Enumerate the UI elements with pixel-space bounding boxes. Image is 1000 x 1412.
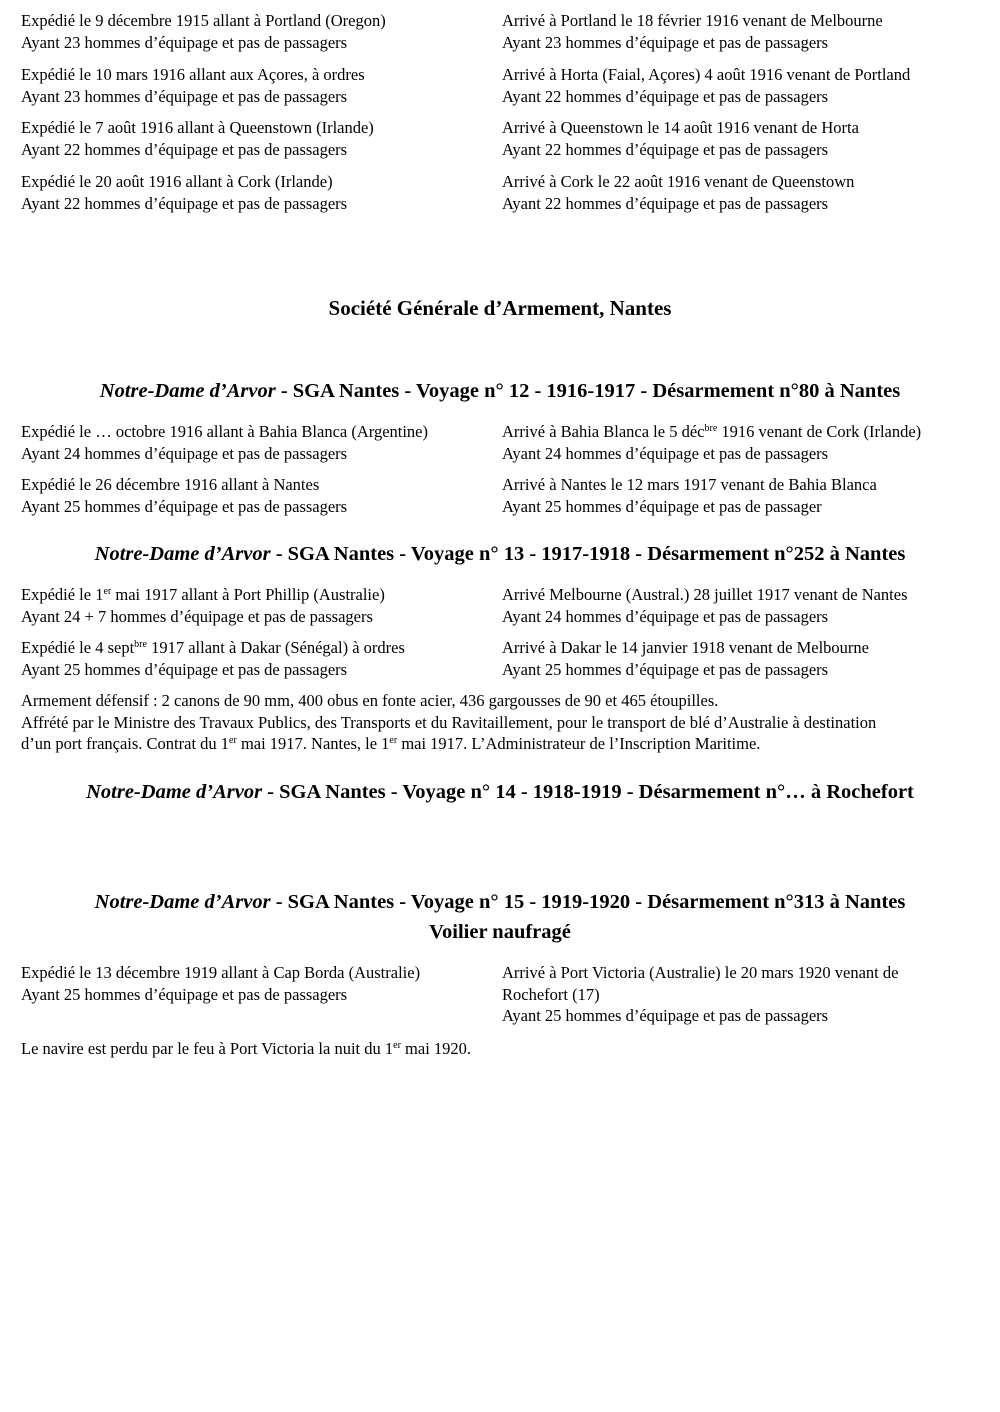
note-line: d’un port français. Contrat du 1er mai 1917. Nantes, le 1er mai 1917. L’Administrateur de l’Inscription Maritime. [21, 734, 761, 753]
entry-line: Arrivé Melbourne (Austral.) 28 juillet 1917 venant de Nantes [502, 585, 908, 604]
entry-line: Rochefort (17) [502, 984, 600, 1004]
voyage-15-heading [0, 889, 1000, 915]
ship-name: Notre-Dame d’Arvor [86, 781, 263, 803]
departure-entry [21, 474, 502, 517]
entry-line: Expédié le 9 décembre 1915 allant à Portland (Oregon) [21, 11, 386, 30]
entry-line: Ayant 23 hommes d’équipage et pas de passagers [21, 32, 348, 52]
entry-line: Expédié le … octobre 1916 allant à Bahia Blanca (Argentine) [21, 422, 429, 441]
entry-line: Ayant 25 hommes d’équipage et pas de passagers [21, 496, 348, 516]
entry-pair [21, 10, 983, 53]
ship-name: Notre-Dame d’Arvor [94, 543, 271, 565]
departure-entry [21, 117, 502, 160]
arrival-entry [502, 171, 983, 214]
entry-line: Expédié le 10 mars 1916 allant aux Açores, à ordres [21, 65, 365, 84]
arrival-entry [502, 64, 983, 107]
departure-entry [21, 584, 502, 627]
company-title: Société Générale d’Armement, Nantes [328, 296, 672, 320]
voyage-13-heading [0, 541, 1000, 567]
entry-line: Arrivé à Port Victoria (Australie) le 20 mars 1920 venant de [502, 963, 899, 982]
ship-name: Notre-Dame d’Arvor [94, 891, 271, 913]
departure-entry [21, 421, 502, 464]
entry-line: Arrivé à Dakar le 14 janvier 1918 venant de Melbourne [502, 638, 869, 657]
entry-line: Expédié le 26 décembre 1916 allant à Nantes [21, 475, 320, 494]
entry-line: Expédié le 7 août 1916 allant à Queenstown (Irlande) [21, 118, 374, 137]
entry-line: Expédié le 20 août 1916 allant à Cork (Irlande) [21, 172, 333, 191]
departure-entry [21, 64, 502, 107]
entry-line: Arrivé à Portland le 18 février 1916 venant de Melbourne [502, 11, 883, 30]
arrival-entry [502, 421, 983, 464]
entry-pair [21, 637, 983, 680]
entry-pair [21, 421, 983, 464]
voyage-12-heading [0, 378, 1000, 404]
entry-line: Ayant 24 + 7 hommes d’équipage et pas de passagers [21, 606, 373, 626]
entry-pair [21, 584, 983, 627]
arrival-entry [502, 117, 983, 160]
entry-line: Arrivé à Cork le 22 août 1916 venant de Queenstown [502, 172, 855, 191]
entry-line: Ayant 24 hommes d’équipage et pas de passagers [502, 606, 829, 626]
arrival-entry [502, 584, 983, 627]
arrival-entry [502, 962, 983, 1027]
voyage-details: - SGA Nantes - Voyage n° 14 - 1918-1919 - Désarmement n°… à Rochefort [262, 781, 914, 803]
entry-line: Ayant 25 hommes d’équipage et pas de passagers [502, 659, 829, 679]
entry-line: Ayant 22 hommes d’équipage et pas de passagers [502, 139, 829, 159]
entry-line: Ayant 25 hommes d’équipage et pas de passager [502, 496, 822, 516]
voyage-15-subtitle: Voilier naufragé [429, 921, 571, 943]
voyage-14-heading [0, 779, 1000, 805]
departure-entry [21, 962, 502, 1027]
arrival-entry [502, 10, 983, 53]
entry-line: Arrivé à Bahia Blanca le 5 déc$^{bre}$ 1916 venant de Cork (Irlande) [502, 422, 922, 441]
entry-line: Ayant 22 hommes d’équipage et pas de passagers [21, 193, 348, 213]
note-line: Le navire est perdu par le feu à Port Victoria la nuit du 1er mai 1920. [21, 1039, 472, 1058]
entry-pair [21, 64, 983, 107]
entry-pair [21, 117, 983, 160]
arrival-entry [502, 637, 983, 680]
entry-line: Ayant 24 hommes d’équipage et pas de passagers [21, 443, 348, 463]
final-note [21, 1038, 983, 1060]
entry-pair [21, 962, 983, 1027]
voyage-details: - SGA Nantes - Voyage n° 15 - 1919-1920 - Désarmement n°313 à Nantes [270, 891, 906, 913]
entry-line: Arrivé à Queenstown le 14 août 1916 venant de Horta [502, 118, 859, 137]
note-line: Armement défensif : 2 canons de 90 mm, 400 obus en fonte acier, 436 gargousses de 90 et 465 étoupilles. [21, 691, 719, 710]
entry-line: Expédié le 13 décembre 1919 allant à Cap Borda (Australie) [21, 963, 421, 982]
entry-line: Expédié le 4 sept$^{bre}$ 1917 allant à Dakar (Sénégal) à ordres [21, 638, 405, 657]
departure-entry [21, 637, 502, 680]
entry-line: Ayant 23 hommes d’équipage et pas de passagers [502, 32, 829, 52]
entry-line: Ayant 22 hommes d’équipage et pas de passagers [21, 139, 348, 159]
entry-line: Ayant 23 hommes d’équipage et pas de passagers [21, 86, 348, 106]
entry-line: Arrivé à Nantes le 12 mars 1917 venant de Bahia Blanca [502, 475, 877, 494]
entry-line: Ayant 25 hommes d’équipage et pas de passagers [21, 984, 348, 1004]
entry-line: Arrivé à Horta (Faial, Açores) 4 août 1916 venant de Portland [502, 65, 911, 84]
ship-name: Notre-Dame d’Arvor [99, 380, 276, 402]
departure-entry [21, 171, 502, 214]
entry-line: Ayant 22 hommes d’équipage et pas de passagers [502, 86, 829, 106]
entry-line: Expédié le 1er mai 1917 allant à Port Phillip (Australie) [21, 585, 385, 604]
entry-line: Ayant 25 hommes d’équipage et pas de passagers [502, 1006, 829, 1025]
voyage-details: - SGA Nantes - Voyage n° 12 - 1916-1917 - Désarmement n°80 à Nantes [275, 380, 901, 402]
note-line: Affrété par le Ministre des Travaux Publics, des Transports et du Ravitaillement, pour le transport de blé d’Australie à destination [21, 712, 877, 732]
departure-entry [21, 10, 502, 53]
entry-line: Ayant 25 hommes d’équipage et pas de passagers [21, 659, 348, 679]
entry-pair [21, 171, 983, 214]
voyage-13-notes [21, 690, 983, 755]
entry-line: Ayant 22 hommes d’équipage et pas de passagers [502, 193, 829, 213]
entry-pair [21, 474, 983, 517]
arrival-entry [502, 474, 983, 517]
entry-line: Ayant 24 hommes d’équipage et pas de passagers [502, 443, 829, 463]
voyage-details: - SGA Nantes - Voyage n° 13 - 1917-1918 - Désarmement n°252 à Nantes [270, 543, 906, 565]
